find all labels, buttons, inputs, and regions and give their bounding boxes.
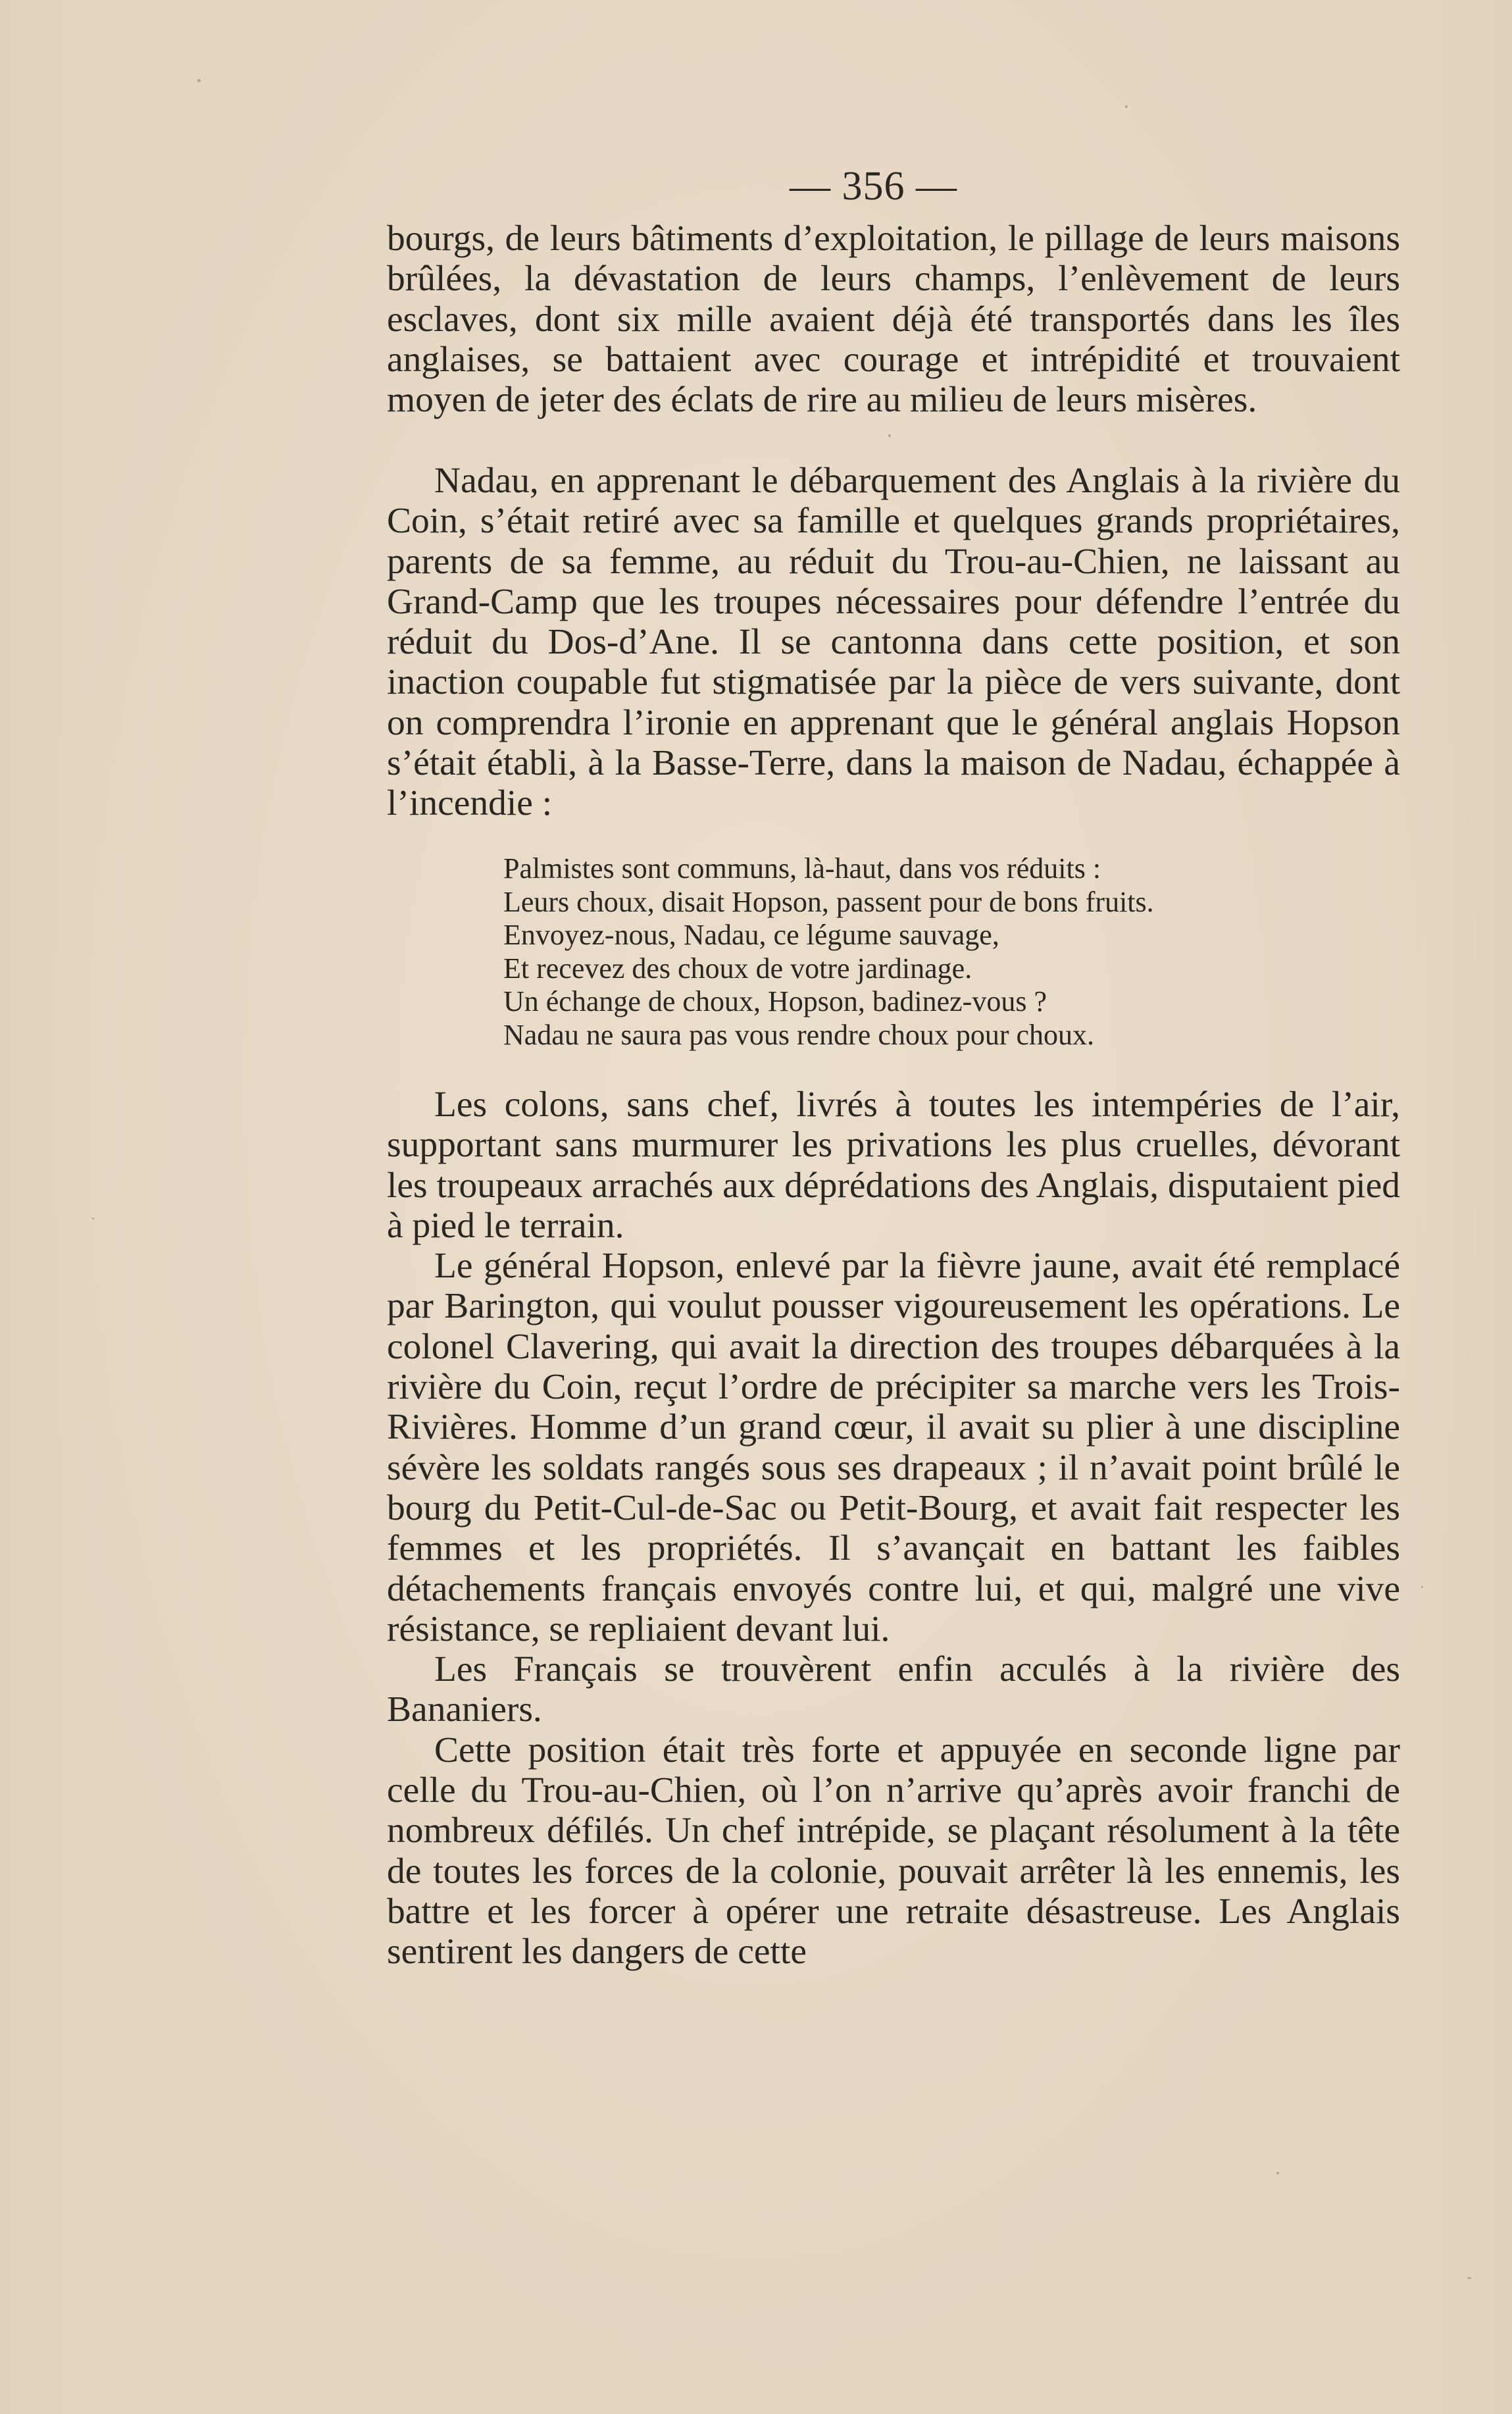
main-text-block [387, 1085, 1400, 1972]
verse-line: Leurs choux, disait Hopson, passent pour de bons fruits. [503, 885, 1154, 918]
paragraph-colons: Les colons, sans chef, livrés à toutes les intempéries de l’air, supportant sans murmurer les privations les plus cruelles, dévorant les troupeaux arrachés aux déprédations des Anglais, disputaient pied à pied le terrain. [387, 1085, 1400, 1246]
verse-line: Palmistes sont communs, là-haut, dans vos réduits : [503, 852, 1101, 885]
verse-line: Nadau ne saura pas vous rendre choux pour choux. [503, 1018, 1095, 1051]
paragraph-nadau [387, 461, 1400, 824]
paragraph-intro [387, 218, 1400, 420]
paragraph-bananiers: Les Français se trouvèrent enfin acculés à la rivière des Bananiers. [387, 1649, 1400, 1730]
paragraph-text: Nadau, en apprenant le débarquement des Anglais à la rivière du Coin, s’était retiré avec sa famille et quelques grands propriétaires, parents de sa femme, au réduit du Trou-au-Chien, ne laissant au Grand-Camp que les troupes nécessaires pour défendre l’entrée du réduit du Dos-d’Ane. Il se cantonna dans cette position, et son inaction coupable fut stigmatisée par la pièce de vers suivante, dont on comprendra l’ironie en apprenant que le général anglais Hopson s’était établi, à la Basse-Terre, dans la maison de Nadau, échappée à l’incendie : [387, 461, 1400, 824]
verse-line: Et recevez des choux de votre jardinage. [503, 952, 972, 985]
paragraph-text: bourgs, de leurs bâtiments d’exploitation, le pillage de leurs maisons brûlées, la dévastation de leurs champs, l’enlèvement de leurs esclaves, dont six mille avaient déjà été transportés dans les îles anglaises, se battaient avec courage et intrépidité et trouvaient moyen de jeter des éclats de rire au milieu de leurs misères. [387, 218, 1400, 421]
verse-line: Envoyez-nous, Nadau, ce légume sauvage, [503, 919, 999, 952]
paragraph-hopson: Le général Hopson, enlevé par la fièvre jaune, avait été remplacé par Barington, qui voulut pousser vigoureusement les opérations. Le colonel Clavering, qui avait la direction des troupes débarquées à la rivière du Coin, reçut l’ordre de précipiter sa marche vers les Trois-Rivières. Homme d’un grand cœur, il avait su plier à une discipline sévère les soldats rangés sous ses drapeaux ; il n’avait point brûlé le bourg du Petit-Cul-de-Sac ou Petit-Bourg, et avait fait respecter les femmes et les propriétés. Il s’avançait en battant les faibles détachements français envoyés contre lui, et qui, malgré une vive résistance, se repliaient devant lui. [387, 1246, 1400, 1649]
page-number: — 356 — [790, 164, 957, 209]
paragraph-position: Cette position était très forte et appuyée en seconde ligne par celle du Trou-au-Chien, où l’on n’arrive qu’après avoir franchi de nombreux défilés. Un chef intrépide, se plaçant résolument à la tête de toutes les forces de la colonie, pouvait arrêter là les ennemis, les battre et les forcer à opérer une retraite désastreuse. Les Anglais sentirent les dangers de cette [387, 1730, 1400, 1972]
verse-line: Un échange de choux, Hopson, badinez-vous ? [503, 985, 1047, 1018]
verse-block [503, 852, 1154, 1052]
